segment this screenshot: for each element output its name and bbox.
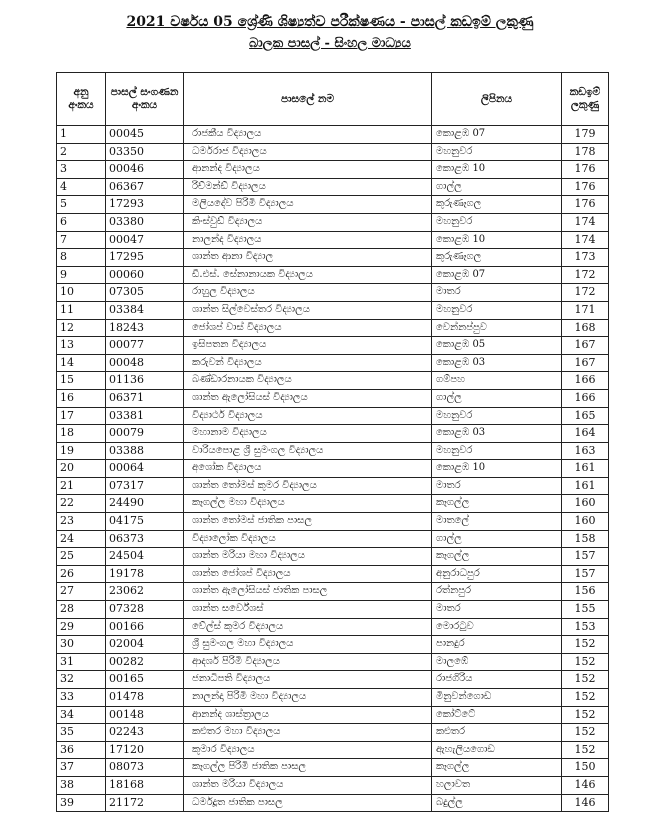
address-cell: රත්නපුර xyxy=(432,583,562,601)
cutoff-mark-cell: 150 xyxy=(562,759,609,777)
table-row xyxy=(57,161,609,179)
census-number-cell: 00045 xyxy=(106,126,184,144)
table-row xyxy=(57,389,609,407)
address-cell: මාතර xyxy=(432,601,562,619)
rank-cell: 29 xyxy=(57,618,106,636)
rank-cell: 32 xyxy=(57,671,106,689)
census-number-cell: 00047 xyxy=(106,231,184,249)
table-row xyxy=(57,284,609,302)
rank-cell: 16 xyxy=(57,389,106,407)
table-row xyxy=(57,337,609,355)
table-row xyxy=(57,653,609,671)
cutoff-mark-cell: 161 xyxy=(562,477,609,495)
school-name-cell: ධර්මදූත ජාතික පාසල xyxy=(184,794,432,812)
school-name-cell: ඉසිපතන විද්‍යාලය xyxy=(184,337,432,355)
rank-cell: 20 xyxy=(57,460,106,478)
address-cell: කෝට්ටේ xyxy=(432,706,562,724)
cutoff-mark-cell: 160 xyxy=(562,513,609,531)
address-cell: මහනුවර xyxy=(432,213,562,231)
school-name-cell: ශාන්ත ජෝශප් විද්‍යාලය xyxy=(184,565,432,583)
cutoff-mark-cell: 165 xyxy=(562,407,609,425)
address-cell: ගාල්ල xyxy=(432,178,562,196)
rank-cell: 7 xyxy=(57,231,106,249)
cutoff-mark-cell: 152 xyxy=(562,653,609,671)
rank-cell: 19 xyxy=(57,442,106,460)
rank-cell: 18 xyxy=(57,425,106,443)
rank-cell: 28 xyxy=(57,601,106,619)
column-header-cutoff-mark: කඩඉම් ලකුණු xyxy=(562,73,609,126)
cutoff-mark-cell: 155 xyxy=(562,601,609,619)
rank-cell: 6 xyxy=(57,213,106,231)
school-name-cell: ඩී.එස්. සේනානායක විද්‍යාලය xyxy=(184,266,432,284)
census-number-cell: 17120 xyxy=(106,741,184,759)
rank-cell: 38 xyxy=(57,776,106,794)
school-name-cell: කළුතර මහා විද්‍යාලය xyxy=(184,724,432,742)
cutoff-mark-cell: 179 xyxy=(562,126,609,144)
address-cell: කොළඹ 10 xyxy=(432,231,562,249)
table-row xyxy=(57,601,609,619)
rank-cell: 9 xyxy=(57,266,106,284)
school-name-cell: ශ්‍රී සුමංගල මහා විද්‍යාලය xyxy=(184,636,432,654)
address-cell: මාලඹේ xyxy=(432,653,562,671)
table-row xyxy=(57,143,609,161)
table-row xyxy=(57,636,609,654)
address-cell: මාතර xyxy=(432,477,562,495)
school-name-cell: රාජකීය විද්‍යාලය xyxy=(184,126,432,144)
table-row xyxy=(57,354,609,372)
cutoff-mark-cell: 160 xyxy=(562,495,609,513)
rank-cell: 27 xyxy=(57,583,106,601)
address-cell: මොරටුව xyxy=(432,618,562,636)
school-name-cell: නාලන්දා පිරිමි මහා විද්‍යාලය xyxy=(184,689,432,707)
table-row xyxy=(57,741,609,759)
address-cell: කෑගල්ල xyxy=(432,495,562,513)
table-row xyxy=(57,513,609,531)
census-number-cell: 00166 xyxy=(106,618,184,636)
address-cell: බදුල්ල xyxy=(432,794,562,812)
census-number-cell: 02004 xyxy=(106,636,184,654)
census-number-cell: 00148 xyxy=(106,706,184,724)
school-name-cell: වාරියපොළ ශ්‍රී සුමංගල විද්‍යාලය xyxy=(184,442,432,460)
table-row xyxy=(57,372,609,390)
address-cell: හලාවත xyxy=(432,776,562,794)
school-name-cell: රාහුල විද්‍යාලය xyxy=(184,284,432,302)
cutoff-mark-cell: 158 xyxy=(562,530,609,548)
cutoff-mark-cell: 161 xyxy=(562,460,609,478)
table-row xyxy=(57,425,609,443)
rank-cell: 37 xyxy=(57,759,106,777)
table-header-row xyxy=(57,73,609,126)
address-cell: මහනුවර xyxy=(432,442,562,460)
cutoff-mark-cell: 146 xyxy=(562,776,609,794)
cutoff-mark-cell: 166 xyxy=(562,372,609,390)
table-row xyxy=(57,301,609,319)
cutoff-mark-cell: 173 xyxy=(562,249,609,267)
rank-cell: 39 xyxy=(57,794,106,812)
table-row xyxy=(57,583,609,601)
rank-cell: 21 xyxy=(57,477,106,495)
table-row xyxy=(57,249,609,267)
address-cell: මිනුවන්ගොඩ xyxy=(432,689,562,707)
address-cell: වෙන්නප්පුව xyxy=(432,319,562,337)
school-name-cell: ශාන්ත ඇලෝසියස් විද්‍යාලය xyxy=(184,389,432,407)
rank-cell: 33 xyxy=(57,689,106,707)
table-row xyxy=(57,196,609,214)
table-body xyxy=(57,126,609,812)
census-number-cell: 01136 xyxy=(106,372,184,390)
cutoff-mark-cell: 172 xyxy=(562,284,609,302)
table-row xyxy=(57,495,609,513)
census-number-cell: 03388 xyxy=(106,442,184,460)
census-number-cell: 19178 xyxy=(106,565,184,583)
census-number-cell: 02243 xyxy=(106,724,184,742)
school-name-cell: බණ්ඩාරනායක විද්‍යාලය xyxy=(184,372,432,390)
census-number-cell: 00046 xyxy=(106,161,184,179)
census-number-cell: 00165 xyxy=(106,671,184,689)
census-number-cell: 04175 xyxy=(106,513,184,531)
cutoff-mark-cell: 176 xyxy=(562,178,609,196)
school-name-cell: කෑගල්ල මහා විද්‍යාලය xyxy=(184,495,432,513)
table-row xyxy=(57,530,609,548)
census-number-cell: 03384 xyxy=(106,301,184,319)
rank-cell: 14 xyxy=(57,354,106,372)
table-row xyxy=(57,776,609,794)
cutoff-marks-table xyxy=(56,72,609,812)
school-name-cell: නාලන්ද විද්‍යාලය xyxy=(184,231,432,249)
census-number-cell: 23062 xyxy=(106,583,184,601)
census-number-cell: 00064 xyxy=(106,460,184,478)
school-name-cell: රිච්මන්ඩ් විද්‍යාලය xyxy=(184,178,432,196)
census-number-cell: 18243 xyxy=(106,319,184,337)
census-number-cell: 06371 xyxy=(106,389,184,407)
school-name-cell: ශාන්ත තෝමස් ජාතික පාසල xyxy=(184,513,432,531)
rank-cell: 25 xyxy=(57,548,106,566)
cutoff-mark-cell: 174 xyxy=(562,231,609,249)
cutoff-mark-cell: 174 xyxy=(562,213,609,231)
table-row xyxy=(57,689,609,707)
school-name-cell: ජනාධිපති විද්‍යාලය xyxy=(184,671,432,689)
address-cell: මාතලේ xyxy=(432,513,562,531)
address-cell: ඇහැලියගොඩ xyxy=(432,741,562,759)
cutoff-mark-cell: 163 xyxy=(562,442,609,460)
rank-cell: 17 xyxy=(57,407,106,425)
census-number-cell: 21172 xyxy=(106,794,184,812)
school-name-cell: ශාන්ත මරියා විද්‍යාලය xyxy=(184,776,432,794)
cutoff-mark-cell: 178 xyxy=(562,143,609,161)
census-number-cell: 07305 xyxy=(106,284,184,302)
cutoff-mark-cell: 156 xyxy=(562,583,609,601)
table-row xyxy=(57,671,609,689)
table-row xyxy=(57,706,609,724)
cutoff-mark-cell: 153 xyxy=(562,618,609,636)
table-row xyxy=(57,178,609,196)
census-number-cell: 03350 xyxy=(106,143,184,161)
rank-cell: 13 xyxy=(57,337,106,355)
rank-cell: 11 xyxy=(57,301,106,319)
rank-cell: 23 xyxy=(57,513,106,531)
table-row xyxy=(57,724,609,742)
census-number-cell: 07317 xyxy=(106,477,184,495)
census-number-cell: 17295 xyxy=(106,249,184,267)
cutoff-mark-cell: 164 xyxy=(562,425,609,443)
rank-cell: 5 xyxy=(57,196,106,214)
document-subtitle: බාලක පාසල් - සිංහල මාධ්‍යය xyxy=(249,36,411,51)
cutoff-mark-cell: 152 xyxy=(562,671,609,689)
census-number-cell: 03380 xyxy=(106,213,184,231)
school-name-cell: වේල්ස් කුමර විද්‍යාලය xyxy=(184,618,432,636)
rank-cell: 22 xyxy=(57,495,106,513)
address-cell: මහනුවර xyxy=(432,407,562,425)
cutoff-mark-cell: 152 xyxy=(562,741,609,759)
cutoff-mark-cell: 152 xyxy=(562,636,609,654)
table-row xyxy=(57,407,609,425)
cutoff-mark-cell: 171 xyxy=(562,301,609,319)
school-name-cell: ධර්මරාජ විද්‍යාලය xyxy=(184,143,432,161)
address-cell: රාජගිරිය xyxy=(432,671,562,689)
rank-cell: 34 xyxy=(57,706,106,724)
rank-cell: 12 xyxy=(57,319,106,337)
rank-cell: 15 xyxy=(57,372,106,390)
rank-cell: 30 xyxy=(57,636,106,654)
school-name-cell: විද්‍යාර්ථ විද්‍යාලය xyxy=(184,407,432,425)
address-cell: කුරුණෑගල xyxy=(432,249,562,267)
cutoff-mark-cell: 157 xyxy=(562,548,609,566)
table-row xyxy=(57,460,609,478)
school-name-cell: ජෝශප් වාස් විද්‍යාලය xyxy=(184,319,432,337)
address-cell: කොළඹ 03 xyxy=(432,425,562,443)
census-number-cell: 24490 xyxy=(106,495,184,513)
school-name-cell: විද්‍යාලෝක විද්‍යාලය xyxy=(184,530,432,548)
school-name-cell: කුමාර විද්‍යාලය xyxy=(184,741,432,759)
table-row xyxy=(57,231,609,249)
cutoff-mark-cell: 146 xyxy=(562,794,609,812)
address-cell: කෑගල්ල xyxy=(432,548,562,566)
rank-cell: 36 xyxy=(57,741,106,759)
school-name-cell: ශාන්ත සර්වේශස් xyxy=(184,601,432,619)
rank-cell: 31 xyxy=(57,653,106,671)
address-cell: පානදුර xyxy=(432,636,562,654)
cutoff-mark-cell: 168 xyxy=(562,319,609,337)
census-number-cell: 00048 xyxy=(106,354,184,372)
cutoff-mark-cell: 157 xyxy=(562,565,609,583)
address-cell: අනුරාධපුර xyxy=(432,565,562,583)
rank-cell: 2 xyxy=(57,143,106,161)
census-number-cell: 00060 xyxy=(106,266,184,284)
school-name-cell: අශෝක විද්‍යාලය xyxy=(184,460,432,478)
address-cell: කොළඹ 07 xyxy=(432,266,562,284)
table-row xyxy=(57,266,609,284)
census-number-cell: 01478 xyxy=(106,689,184,707)
cutoff-mark-cell: 152 xyxy=(562,706,609,724)
table-row xyxy=(57,759,609,777)
address-cell: කුරුණෑගල xyxy=(432,196,562,214)
rank-cell: 4 xyxy=(57,178,106,196)
cutoff-mark-cell: 167 xyxy=(562,354,609,372)
school-name-cell: මහානාම විද්‍යාලය xyxy=(184,425,432,443)
school-name-cell: කරුවන් විද්‍යාලය xyxy=(184,354,432,372)
school-name-cell: ආනන්ද ශාස්ත්‍රාලය xyxy=(184,706,432,724)
table-row xyxy=(57,565,609,583)
cutoff-mark-cell: 152 xyxy=(562,689,609,707)
column-header-census-number: පාසල් සංගණන අංකය xyxy=(106,73,184,126)
document-title: 2021 වර්ෂය 05 ශ්‍රේණි ශිෂ්‍යත්ව පරීක්ෂණය - පාසල් කඩඉම් ලකුණු xyxy=(126,14,534,30)
table-row xyxy=(57,548,609,566)
cutoff-mark-cell: 167 xyxy=(562,337,609,355)
census-number-cell: 00077 xyxy=(106,337,184,355)
cutoff-mark-cell: 176 xyxy=(562,196,609,214)
address-cell: ගාල්ල xyxy=(432,530,562,548)
rank-cell: 26 xyxy=(57,565,106,583)
address-cell: මාතර xyxy=(432,284,562,302)
rank-cell: 10 xyxy=(57,284,106,302)
school-name-cell: ශාන්ත ඇලෝසියස් ජාතික පාසල xyxy=(184,583,432,601)
cutoff-mark-cell: 176 xyxy=(562,161,609,179)
column-header-rank: අනු අංකය xyxy=(57,73,106,126)
rank-cell: 8 xyxy=(57,249,106,267)
table-row xyxy=(57,126,609,144)
table-row xyxy=(57,319,609,337)
address-cell: මහනුවර xyxy=(432,143,562,161)
table-row xyxy=(57,442,609,460)
column-header-address: ලිපිනය xyxy=(432,73,562,126)
table-row xyxy=(57,477,609,495)
census-number-cell: 07328 xyxy=(106,601,184,619)
column-header-school-name: පාසලේ නම xyxy=(184,73,432,126)
address-cell: මහනුවර xyxy=(432,301,562,319)
census-number-cell: 03381 xyxy=(106,407,184,425)
census-number-cell: 17293 xyxy=(106,196,184,214)
census-number-cell: 08073 xyxy=(106,759,184,777)
census-number-cell: 18168 xyxy=(106,776,184,794)
table-row xyxy=(57,794,609,812)
school-name-cell: ශාන්ත මරියා මහා විද්‍යාලය xyxy=(184,548,432,566)
school-name-cell: මලියදේව පිරිමි විද්‍යාලය xyxy=(184,196,432,214)
census-number-cell: 06373 xyxy=(106,530,184,548)
address-cell: කෑගල්ල xyxy=(432,759,562,777)
school-name-cell: කිංස්වුඩ් විද්‍යාලය xyxy=(184,213,432,231)
table-row xyxy=(57,618,609,636)
address-cell: කළුතර xyxy=(432,724,562,742)
cutoff-mark-cell: 166 xyxy=(562,389,609,407)
table-row xyxy=(57,213,609,231)
cutoff-mark-cell: 172 xyxy=(562,266,609,284)
rank-cell: 24 xyxy=(57,530,106,548)
school-name-cell: ආනන්ද විද්‍යාලය xyxy=(184,161,432,179)
cutoff-mark-cell: 152 xyxy=(562,724,609,742)
address-cell: කොළඹ 05 xyxy=(432,337,562,355)
school-name-cell: ශාන්ත ආනා විද්‍යාල xyxy=(184,249,432,267)
census-number-cell: 06367 xyxy=(106,178,184,196)
address-cell: ගම්පහ xyxy=(432,372,562,390)
census-number-cell: 00079 xyxy=(106,425,184,443)
address-cell: කොළඹ 07 xyxy=(432,126,562,144)
school-name-cell: කෑගල්ල පිරිමි ජාතික පාසල xyxy=(184,759,432,777)
rank-cell: 3 xyxy=(57,161,106,179)
rank-cell: 35 xyxy=(57,724,106,742)
census-number-cell: 24504 xyxy=(106,548,184,566)
address-cell: කොළඹ 03 xyxy=(432,354,562,372)
school-name-cell: ආදර්ශ පිරිමි විද්‍යාලය xyxy=(184,653,432,671)
school-name-cell: ශාන්ත තෝමස් කුමර විද්‍යාලය xyxy=(184,477,432,495)
address-cell: කොළඹ 10 xyxy=(432,460,562,478)
address-cell: කොළඹ 10 xyxy=(432,161,562,179)
school-name-cell: ශාන්ත සිල්වෙස්තර විද්‍යාලය xyxy=(184,301,432,319)
address-cell: ගාල්ල xyxy=(432,389,562,407)
rank-cell: 1 xyxy=(57,126,106,144)
census-number-cell: 00282 xyxy=(106,653,184,671)
